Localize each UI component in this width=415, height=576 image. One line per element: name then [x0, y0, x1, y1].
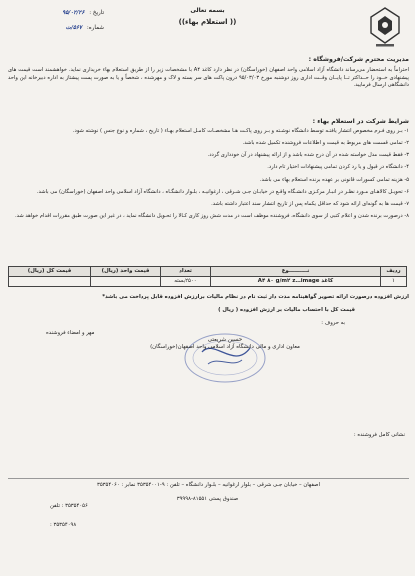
greeting: مدیریت محترم شرکت/فروشگاه : — [308, 56, 409, 63]
page-title: (( استعلام بهاء)) — [178, 18, 237, 26]
condition-item: ۳- فقط قیمت مدل خواسته شده در آن درج شده باشد و از ارائه پیشنهاد در آن خودداری گردد. — [207, 152, 409, 159]
conditions-title: شرایط شرکت در استعلام بهاء : — [312, 118, 409, 125]
cell-qty: ۲۵۰۰بسته — [161, 277, 211, 287]
footer-divider — [8, 478, 409, 479]
cell-total-price[interactable] — [9, 277, 91, 287]
bismillah: بسمه تعالی — [190, 7, 225, 14]
condition-item: ۸- درصورت برنده شدن و اعلام کتبی از سوی دانشگاه، فروشنده موظف است در مدت شش روز کاری کـالا را تحـویل دانشگاه نماید ، در غیر این صورت طبق مقررات اقدام خواهد شد. — [15, 212, 409, 219]
items-table — [8, 266, 407, 287]
doc-meta — [14, 9, 104, 39]
footer-postal: صندوق پستی ۸۱۵۵۱-۳۹۹۹۸ — [176, 496, 239, 502]
condition-item: ۷- قیمت ها به گونه‌ای ارائه شود که حداقل یکماه پس از تاریخ انتشار سند اعتبار داشته باشد. — [211, 200, 409, 207]
seller-seal-label: مهر و امضاء فروشنده — [46, 330, 95, 336]
seller-address-label: نشانی کامل فروشنده : — [353, 432, 405, 438]
condition-item: ۵- هزینه تمامی کسورات قانونی بر عهده برنده استعلام بهاء می باشد. — [259, 176, 409, 183]
words-label: به حروف : — [321, 320, 345, 326]
conditions-list — [8, 128, 409, 225]
col-total-price: قیمت کل (ریال) — [9, 267, 91, 277]
vat-note: ارزش افزوده درصورت ارائه تصویر گواهینامه مدت دار ثبت نام در نظام مالیات برارزش افزوده قابل پرداخت می باشد* — [102, 294, 409, 300]
footer-address: اصفهان – خیابان جـی شرقی – بلوار ارغوانیه – بلـوار دانشگاه – تلفن : ۹-۳۵۳۵۴۰۰۱ نمابر : ۳۵۳۵۴۰۶۰ — [96, 482, 320, 488]
table-header-row — [9, 267, 407, 277]
cell-type: کاغذ A۴ ۸۰ g/m۲ z…image — [211, 277, 381, 287]
intro-paragraph: احتراماً به استحضار می‌رساند دانشگاه آزاد اسلامی واحد اصفهان (خوراسگان) در نظر دارد کاغذ A۴ با مشخصات زیر را از طریق استعلام بهاء خریداری نماید. خواهشمند است قیمت های پیشنهادی خــود را حــداکثر تــا پایــان وقــت اداری روز دوشنبه مورخ ۹۵/۰۳/۰۳ درون پاکت های سر بسته و لاک و مهرشده ، شخصاً و یا به صورت پست پیشتاز به اداره دبیرخانه این واحد دانشگاهی ارسال فرمایید. — [8, 67, 409, 89]
footer-fax: ۳۵۳۵۴۰۵۶ : تلفن — [50, 503, 88, 509]
condition-item: ۶- تحویـل کالاهـای مـورد نظـر در انبـار مرکـزی دانشـگاه واقـع در خیابـان جـی شـرقی ، ارغوانیـه ، بلـوار دانشگـاه ، دانشگاه آزاد اسلامی واحد اصفهان (خوراسگان) می باشد. — [36, 188, 409, 195]
condition-item: ۴- دانشگاه در قبول و یا رد کردن تمامی پیشنهادات اختیار تام دارد. — [267, 164, 409, 171]
col-unit-price: قیمت واحد (ریال) — [91, 267, 161, 277]
signature-block — [150, 336, 300, 352]
signer-role: معاون اداری و مالی دانشگاه آزاد اسلامی واحد اصفهان(خوراسگان) — [150, 344, 300, 351]
table-row — [9, 277, 407, 287]
footer-phone: ۳۵۳۵۴۰۹۸ : — [50, 522, 77, 528]
cell-row: ۱ — [381, 277, 407, 287]
col-row: ردیف — [381, 267, 407, 277]
date-row — [14, 9, 104, 17]
total-label: قیمت کل با احتساب مالیات بر ارزش افزوده ( ریال ) — [218, 307, 355, 313]
condition-item: ۲- تمامی قسمت های مربوط به قیمت و اطلاعات فروشنده تکمیل شده باشد. — [242, 140, 409, 147]
col-type: نــــــــــوع — [211, 267, 381, 277]
signer-name: حسین شریعتی — [207, 337, 243, 343]
date-value: ۹۵/۰۲/۲۶ — [62, 10, 85, 16]
date-label: تاریخ : — [89, 10, 104, 16]
cell-unit-price[interactable] — [91, 277, 161, 287]
number-label: شماره: — [86, 25, 104, 32]
number-value: ۵۶۷/ت — [65, 25, 83, 32]
col-qty: تعداد — [161, 267, 211, 277]
condition-item: ۱- بـر روی فـرم مخصوص انتشار یافتـه توسط دانشگاه نوشـته و بـر روی پاکـت هـا مشخصـات کامـل استعلام بهـاء ( تاریخ ، شماره و نوع جنس ) نوشته شود. — [72, 128, 409, 134]
header — [6, 3, 409, 51]
number-row — [14, 24, 104, 32]
